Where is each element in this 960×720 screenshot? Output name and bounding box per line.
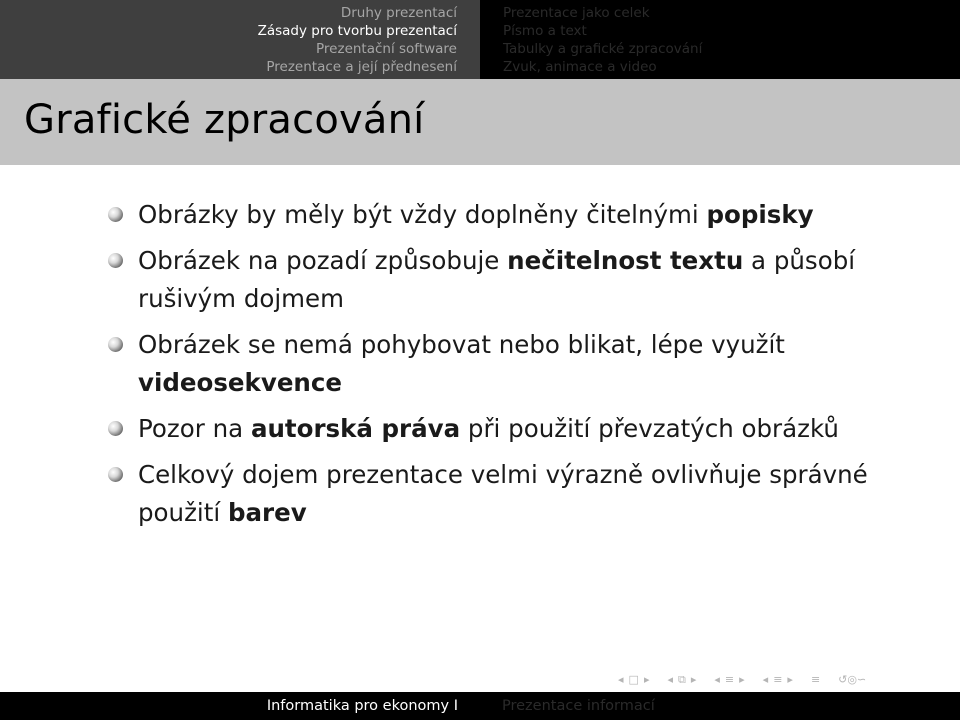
bullet-ball-icon [108,467,123,482]
nav-subsection-right-icon[interactable]: ▸ [690,673,697,686]
nav-subsec2-right-icon[interactable]: ▸ [787,673,793,686]
bullet-text: při použití převzatých obrázků [460,414,839,443]
frame-title-bar [0,79,960,165]
bullet-emphasis: popisky [706,200,814,229]
footline-bar [0,692,960,720]
headline-bar [0,0,960,79]
section-link-software[interactable]: Prezentační software [316,41,457,57]
bullet-item [108,196,908,234]
subsection-link-zvuk[interactable]: Zvuk, animace a video [503,59,657,75]
bullet-item [108,410,908,448]
bullet-text: Obrázky by měly být vždy doplněny čitelnými [138,200,707,229]
nav-frame-right-icon[interactable]: ▸ [643,673,650,686]
nav-subsec2-icon[interactable]: ≡ [773,673,783,686]
bullet-text: Obrázek na pozadí způsobuje [138,246,508,275]
bullet-emphasis: autorská práva [250,414,461,443]
nav-frame-icon[interactable]: □ [628,673,639,686]
bullet-item [108,456,908,532]
nav-align-icon[interactable]: ≡ [810,673,821,686]
nav-section-left-icon[interactable]: ◂ [714,673,720,686]
bullet-item [108,326,908,402]
footer-course-title[interactable]: Informatika pro ekonomy I [266,698,458,714]
subsection-link-tabulky[interactable]: Tabulky a grafické zpracování [503,41,703,57]
section-navigation [0,0,480,79]
bullet-item [108,242,908,318]
bullet-ball-icon [108,207,123,222]
navigation-symbols [618,670,866,690]
bullet-ball-icon [108,337,123,352]
bullet-ball-icon [108,253,123,268]
subsection-link-pismo[interactable]: Písmo a text [503,23,587,39]
subsection-link-celek[interactable]: Prezentace jako celek [503,5,650,21]
footline-left [0,692,480,720]
bullet-text: a působí rušivým dojmem [138,246,856,313]
bullet-list [108,196,908,540]
bullet-text: Pozor na [138,414,251,443]
frame-title: Grafické zpracování [24,97,425,143]
footline-right [480,692,960,720]
bullet-text: Obrázek se nemá pohybovat nebo blikat, lépe využít [138,330,785,359]
section-link-zasady[interactable]: Zásady pro tvorbu prezentací [257,23,457,39]
bullet-ball-icon [108,421,123,436]
bullet-emphasis: barev [227,498,307,527]
nav-section-icon[interactable]: ≡ [724,673,735,686]
nav-frame-left-icon[interactable]: ◂ [618,673,624,686]
section-link-druhy[interactable]: Druhy prezentací [340,5,457,21]
bullet-emphasis: videosekvence [138,368,343,397]
nav-section-right-icon[interactable]: ▸ [739,673,745,686]
bullet-text: Celkový dojem prezentace velmi výrazně ovlivňuje správné použití [138,460,868,527]
nav-subsection-left-icon[interactable]: ◂ [667,673,673,686]
section-link-prednes[interactable]: Prezentace a její přednesení [266,59,457,75]
nav-subsection-icon[interactable]: ⧉ [678,673,686,686]
footer-lecture-title[interactable]: Prezentace informací [502,698,655,714]
nav-search-icon[interactable]: ↺◎∽ [838,673,867,686]
bullet-emphasis: nečitelnost textu [507,246,744,275]
subsection-navigation [480,0,960,79]
nav-subsec2-left-icon[interactable]: ◂ [762,673,769,686]
